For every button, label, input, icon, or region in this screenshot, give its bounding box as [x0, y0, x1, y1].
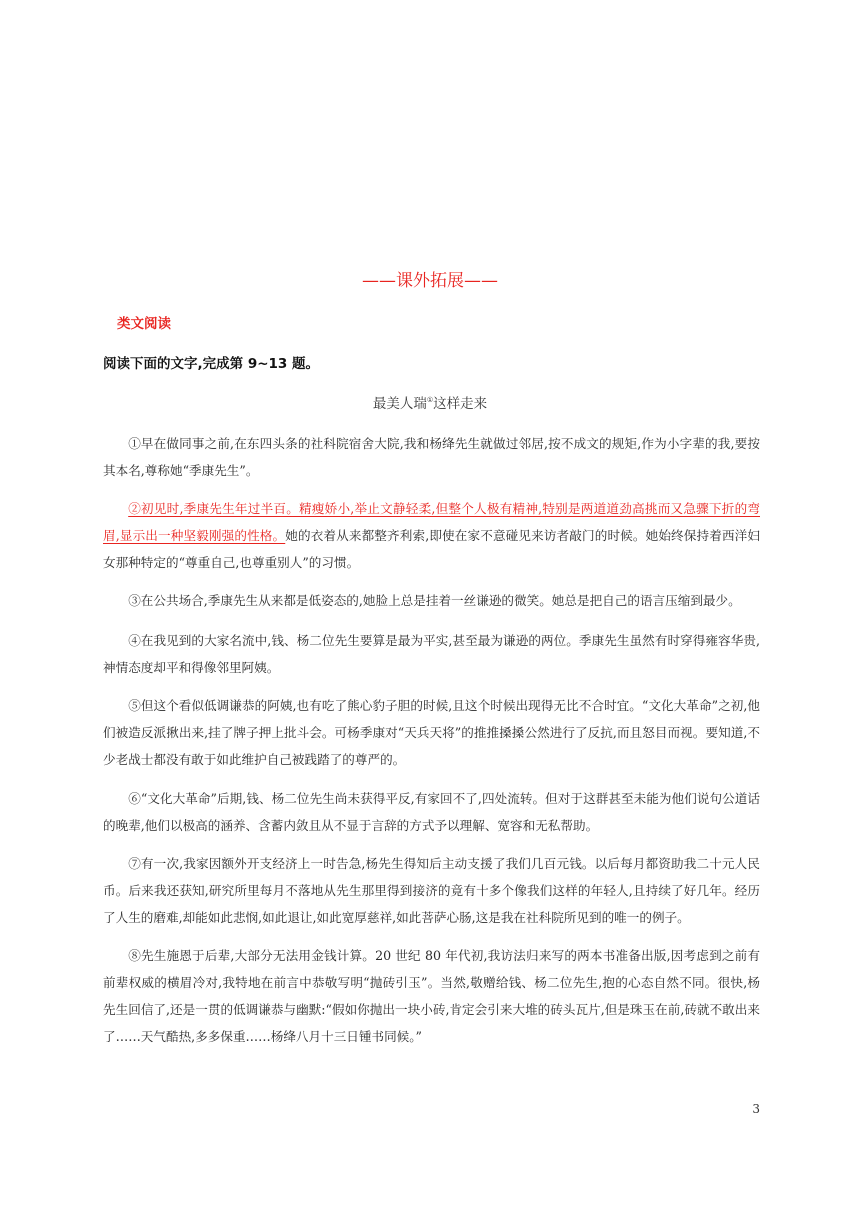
- title-footnote-marker: ①: [426, 396, 434, 404]
- paragraph-text: ④在我见到的大家名流中,钱、杨二位先生要算是最为平实,甚至最为谦逊的两位。季康先生虽然有时穿得雍容华贵,神情态度却平和得像邻里阿姨。: [103, 633, 760, 675]
- paragraph-2: [103, 495, 760, 576]
- paragraph-text: ⑧先生施恩于后辈,大部分无法用金钱计算。20 世纪 80 年代初,我访法归来写的两本书准备出版,因考虑到之前有前辈权威的横眉冷对,我特地在前言中恭敬写明“抛砖引玉”。当然,敬赠给钱、杨二位先生,抱的心态自然不同。很快,杨先生回信了,还是一贯的低调谦恭与幽默:“假如你抛出一块小砖,肯定会引来大堆的砖头瓦片,但是珠玉在前,砖就不敢出来了……天气酷热,多多保重……杨绛八月十三日锺书同候。”: [103, 948, 760, 1044]
- page-number: 3: [752, 1102, 760, 1116]
- paragraph-1: [103, 430, 760, 484]
- paragraph-6: [103, 785, 760, 839]
- paragraph-text: ⑤但这个看似低调谦恭的阿姨,也有吃了熊心豹子胆的时候,且这个时候出现得无比不合时宜。“文化大革命”之初,他们被造反派揪出来,挂了牌子押上批斗会。可杨季康对“天兵天将”的推推搡搡公然进行了反抗,而且怒目而视。要知道,不少老战士都没有敢于如此维护自己被践踏了的尊严的。: [103, 698, 760, 767]
- subsection-label: 类文阅读: [117, 316, 171, 332]
- paragraph-text: ⑦有一次,我家因额外开支经济上一时告急,杨先生得知后主动支援了我们几百元钱。以后每月都资助我二十元人民币。后来我还获知,研究所里每月不落地从先生那里得到接济的竟有十多个像我们这样的年轻人,且持续了好几年。经历了人生的磨难,却能如此悲悯,如此退让,如此宽厚慈祥,如此菩萨心肠,这是我在社科院所见到的唯一的例子。: [103, 856, 760, 925]
- paragraph-text: 她的衣着从来都整齐利索,即使在家不意碰见来访者敲门的时候。她始终保持着西洋妇女那种特定的“尊重自己,也尊重别人”的习惯。: [103, 528, 760, 570]
- paragraph-text: ③在公共场合,季康先生从来都是低姿态的,她脸上总是挂着一丝谦逊的微笑。她总是把自己的语言压缩到最少。: [128, 593, 741, 608]
- article-title-main: 最美人瑞: [372, 396, 427, 412]
- reading-instruction: 阅读下面的文字,完成第 9~13 题。: [103, 356, 320, 372]
- paragraph-text: ⑥“文化大革命”后期,钱、杨二位先生尚未获得平反,有家回不了,四处流转。但对于这群甚至未能为他们说句公道话的晚辈,他们以极高的涵养、含蓄内敛且从不显于言辞的方式予以理解、宽容和无私帮助。: [103, 791, 760, 833]
- highlighted-sentence: ②初见时,季康先生年过半百。精瘦娇小,举止文静轻柔,但整个人极有精神,特别是两道道劲高挑而又急骤下折的弯眉,显示出一种坚毅刚强的性格。: [103, 501, 760, 543]
- paragraph-7: [103, 850, 760, 931]
- article-title: [0, 392, 860, 412]
- section-title: ——课外拓展——: [362, 271, 498, 291]
- paragraph-text: ①早在做同事之前,在东四头条的社科院宿舍大院,我和杨绛先生就做过邻居,按不成文的规矩,作为小字辈的我,要按其本名,尊称她“季康先生”。: [103, 436, 760, 478]
- paragraph-5: [103, 692, 760, 773]
- paragraph-4: [103, 627, 760, 681]
- paragraph-3: [103, 587, 760, 614]
- article-title-rest: 这样走来: [433, 396, 488, 412]
- paragraph-8: [103, 942, 760, 1050]
